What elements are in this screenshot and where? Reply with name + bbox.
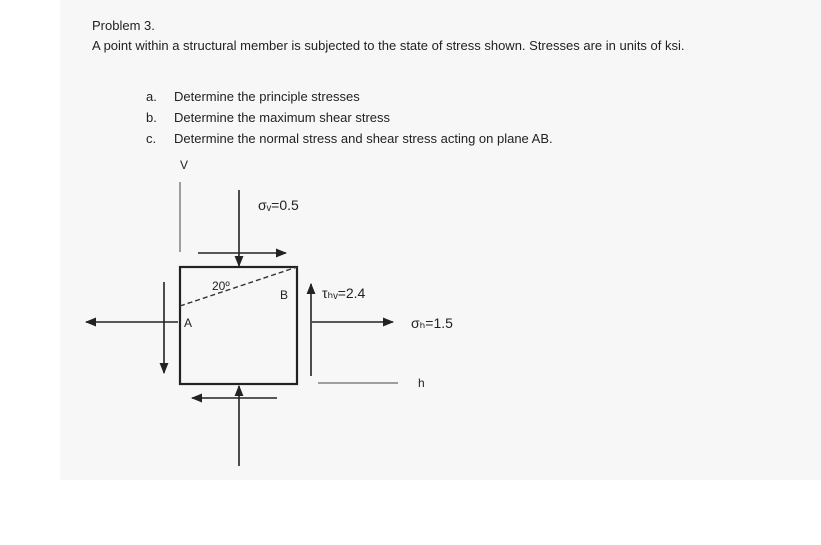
v-axis-label: V <box>180 158 189 172</box>
problem-title: Problem 3. <box>92 18 155 33</box>
sigma-v-label: σᵥ=0.5 <box>258 197 299 213</box>
sigma-h-label: σₕ=1.5 <box>411 315 453 331</box>
tau-hv-label: τₕᵥ=2.4 <box>322 285 366 301</box>
question-b-text: Determine the maximum shear stress <box>174 110 391 125</box>
h-axis-label: h <box>418 376 425 390</box>
angle-label: 20º <box>212 279 230 293</box>
question-b-letter: b. <box>146 110 157 125</box>
point-a-label: A <box>184 316 193 330</box>
point-b-label: B <box>280 288 289 302</box>
problem-statement: A point within a structural member is subjected to the state of stress shown. Stresses are in units of ksi. <box>92 38 685 53</box>
question-a-letter: a. <box>146 89 157 104</box>
question-a-text: Determine the principle stresses <box>174 89 360 104</box>
question-c-text: Determine the normal stress and shear stress acting on plane AB. <box>174 131 553 146</box>
question-c-letter: c. <box>146 131 157 146</box>
stress-element-square <box>180 267 297 384</box>
